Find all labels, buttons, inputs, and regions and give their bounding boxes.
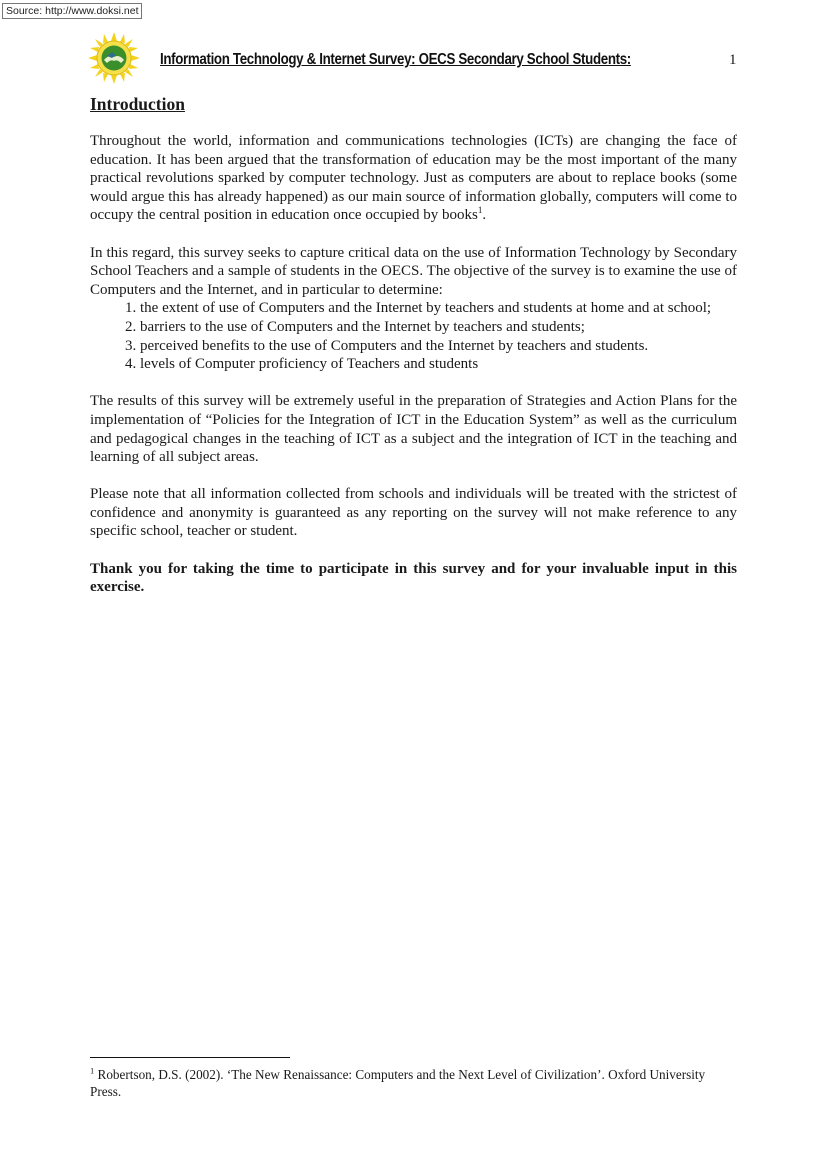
footnote-divider — [90, 1057, 290, 1058]
paragraph-confidentiality: Please note that all information collected from schools and individuals will be treated with the strictest of confidence and anonymity is guaranteed as any reporting on the survey will not make reference to any specific school, teacher or student. — [90, 486, 737, 540]
footnote-text: Robertson, D.S. (2002). ‘The New Renaissance: Computers and the Next Level of Civilization’. Oxford University Press. — [90, 1067, 706, 1099]
list-item: 2. barriers to the use of Computers and the Internet by teachers and students; — [140, 318, 737, 337]
source-label: Source: http://www.doksi.net — [2, 3, 142, 19]
footnote-marker: 1 — [90, 1065, 95, 1076]
paragraph-icts — [90, 132, 737, 225]
paragraph-icts-end: . — [482, 207, 487, 224]
list-item: 4. levels of Computer proficiency of Teachers and students — [140, 355, 737, 374]
document-body — [90, 93, 737, 615]
paragraph-survey-objective: In this regard, this survey seeks to capture critical data on the use of Information Technology by Secondary School Teachers and a sample of students in the OECS. The objective of the survey is to examine the use of Computers and the Internet, and in particular to determine: — [90, 244, 737, 298]
introduction-heading: Introduction — [90, 94, 185, 114]
document-header-title: Information Technology & Internet Survey: OECS Secondary School Students: — [160, 51, 631, 68]
thank-you-note: Thank you for taking the time to participate in this survey and for your invaluable input in this exercise. — [90, 560, 737, 596]
handshake-sun-logo-icon — [88, 32, 140, 84]
list-item: 1. the extent of use of Computers and the Internet by teachers and students at home and at school; — [140, 299, 737, 318]
list-item: 3. perceived benefits to the use of Computers and the Internet by teachers and students. — [140, 337, 737, 356]
paragraph-results: The results of this survey will be extremely useful in the preparation of Strategies and Action Plans for the implementation of “Policies for the Integration of ICT in the Education System” as well as the curriculum and pedagogical changes in the teaching of ICT as a subject and the integration of ICT in the teaching and learning of all subject areas. — [90, 393, 737, 466]
footnote — [90, 1066, 735, 1100]
page-number: 1 — [729, 52, 737, 68]
paragraph-icts-text: Throughout the world, information and communications technologies (ICTs) are changing the face of education. It has been argued that the transformation of education may be the most important of the many practical revolutions sparked by computer technology. Just as computers are about to replace books (some would argue this has already happened) as our main source of information globally, computers will come to occupy the central position in education once occupied by books — [90, 133, 737, 224]
objectives-list — [90, 299, 737, 373]
footnote-reference: 1 — [477, 205, 483, 216]
